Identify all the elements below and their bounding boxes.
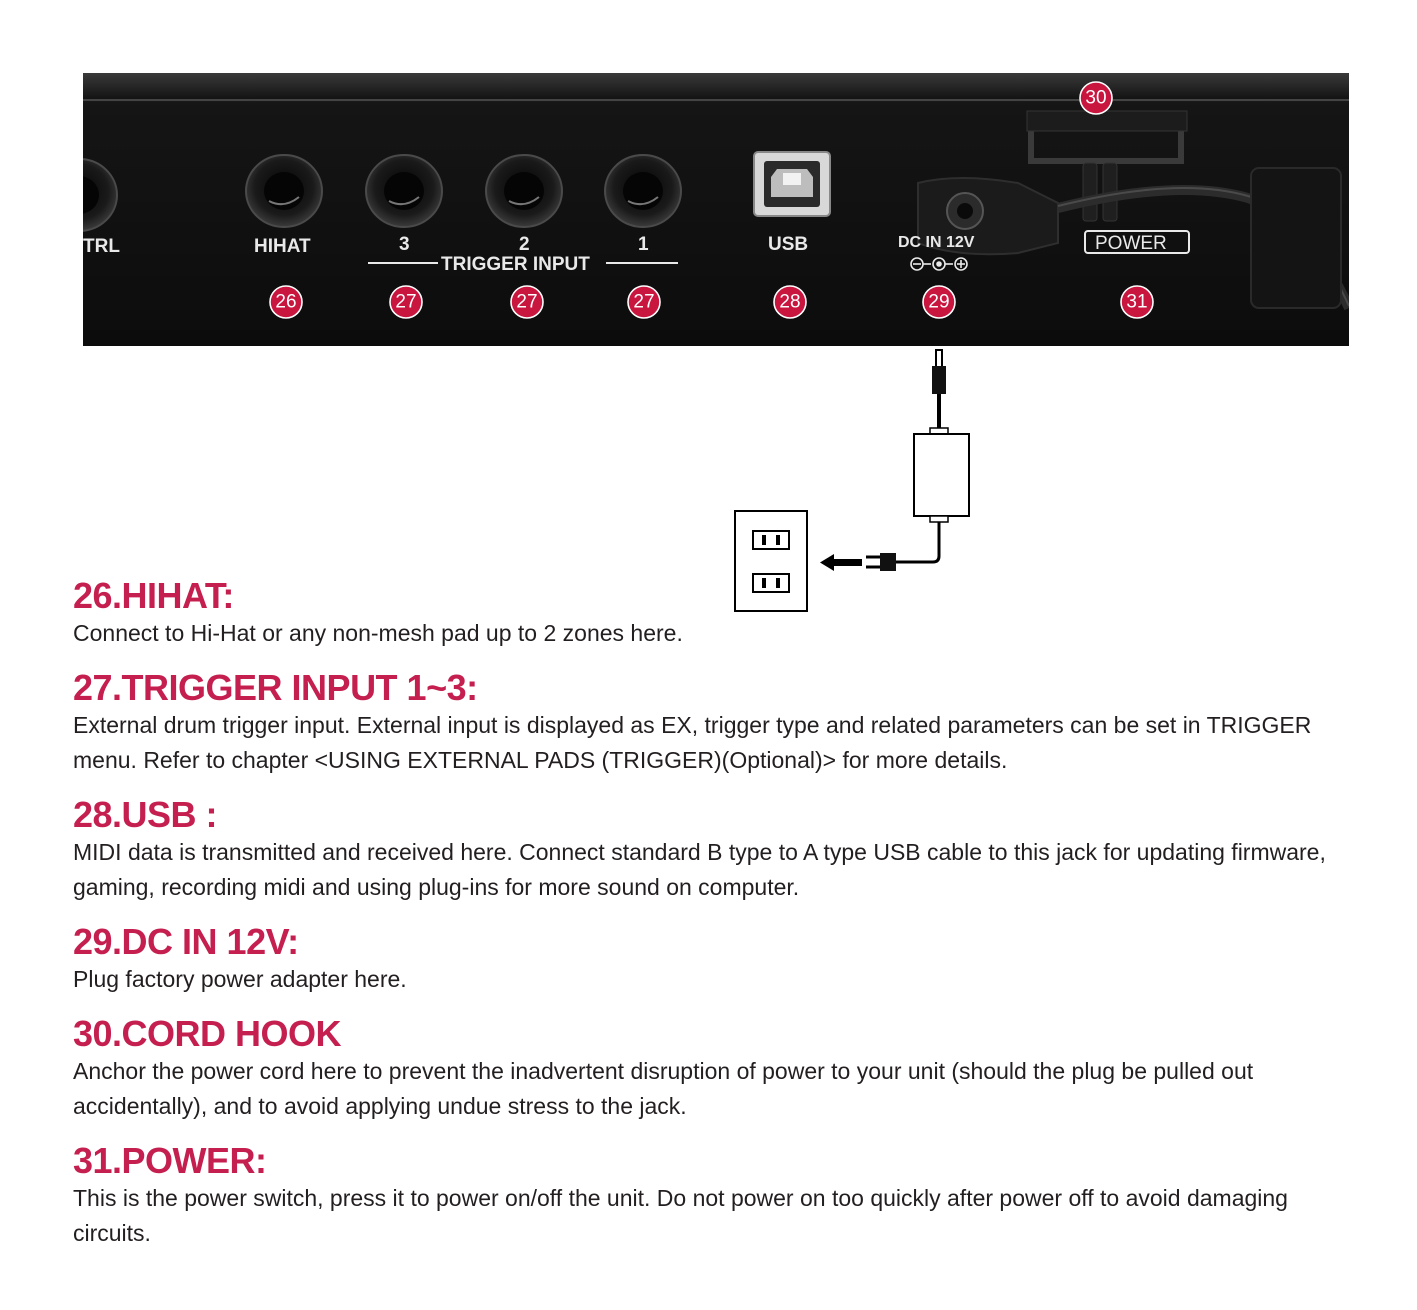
section-heading: 31.POWER: <box>73 1140 267 1181</box>
section-body: Plug factory power adapter here. <box>73 966 407 992</box>
section-body: External drum trigger input. External input is displayed as EX, trigger type and related parameters can be set in TRIGGER menu. Refer to chapter <USING EXTERNAL PADS (TRIGGER)(Optional)> for more details. <box>73 712 1312 773</box>
section-body: Connect to Hi-Hat or any non-mesh pad up to 2 zones here. <box>73 620 683 646</box>
power-adapter <box>914 434 969 522</box>
svg-text:30: 30 <box>1085 87 1107 109</box>
section-cord-hook <box>73 1014 1363 1124</box>
hihat-jack <box>246 155 322 227</box>
usb-port <box>754 152 830 216</box>
callout-31 <box>1121 286 1153 318</box>
section-usb <box>73 795 1363 905</box>
hihat-label: HIHAT <box>254 236 311 257</box>
trigger-1-label: 1 <box>638 234 649 255</box>
rear-panel-image <box>83 73 1349 346</box>
section-heading: 26.HIHAT: <box>73 575 234 616</box>
svg-text:29: 29 <box>928 291 950 313</box>
svg-text:27: 27 <box>633 291 655 313</box>
trigger-2-jack <box>486 155 562 227</box>
section-hihat <box>73 576 1363 651</box>
callout-29 <box>923 286 955 318</box>
callout-28 <box>774 286 806 318</box>
trigger-3-label: 3 <box>399 234 410 255</box>
section-power <box>73 1141 1363 1251</box>
power-label: POWER <box>1095 233 1167 254</box>
callout-27-trigger-3 <box>390 286 422 318</box>
arrow-icon <box>820 554 862 571</box>
dc-in-label: DC IN 12V <box>898 234 975 251</box>
callout-26 <box>270 286 302 318</box>
svg-text:27: 27 <box>395 291 417 313</box>
section-heading: 28.USB : <box>73 794 218 835</box>
section-body: This is the power switch, press it to power on/off the unit. Do not power on too quickly after power off to avoid damaging circuits. <box>73 1185 1288 1246</box>
section-heading: 30.CORD HOOK <box>73 1013 342 1054</box>
svg-text:31: 31 <box>1126 291 1148 313</box>
svg-text:27: 27 <box>516 291 538 313</box>
trigger-3-jack <box>366 155 442 227</box>
trigger-2-label: 2 <box>519 234 530 255</box>
ac-plug <box>866 553 896 571</box>
dc-plug <box>930 350 948 434</box>
section-heading: 27.TRIGGER INPUT 1~3: <box>73 667 478 708</box>
section-dc-in <box>73 922 1363 997</box>
svg-text:26: 26 <box>275 291 297 313</box>
section-heading: 29.DC IN 12V: <box>73 921 299 962</box>
usb-label: USB <box>768 234 809 255</box>
trigger-1-jack <box>605 155 681 227</box>
ac-cord <box>895 522 939 562</box>
ctrl-label: TRL <box>83 236 120 257</box>
callout-27-trigger-2 <box>511 286 543 318</box>
svg-text:28: 28 <box>779 291 801 313</box>
callout-27-trigger-1 <box>628 286 660 318</box>
section-body: Anchor the power cord here to prevent the inadvertent disruption of power to your unit (should the plug be pulled out accidentally), and to avoid applying undue stress to the jack. <box>73 1058 1254 1119</box>
section-body: MIDI data is transmitted and received here. Connect standard B type to A type USB cable to this jack for updating firmware, gaming, recording midi and using plug-ins for more sound on computer. <box>73 839 1326 900</box>
section-trigger-input <box>73 668 1363 778</box>
trigger-input-label: TRIGGER INPUT <box>441 254 590 275</box>
callout-30 <box>1080 82 1112 114</box>
